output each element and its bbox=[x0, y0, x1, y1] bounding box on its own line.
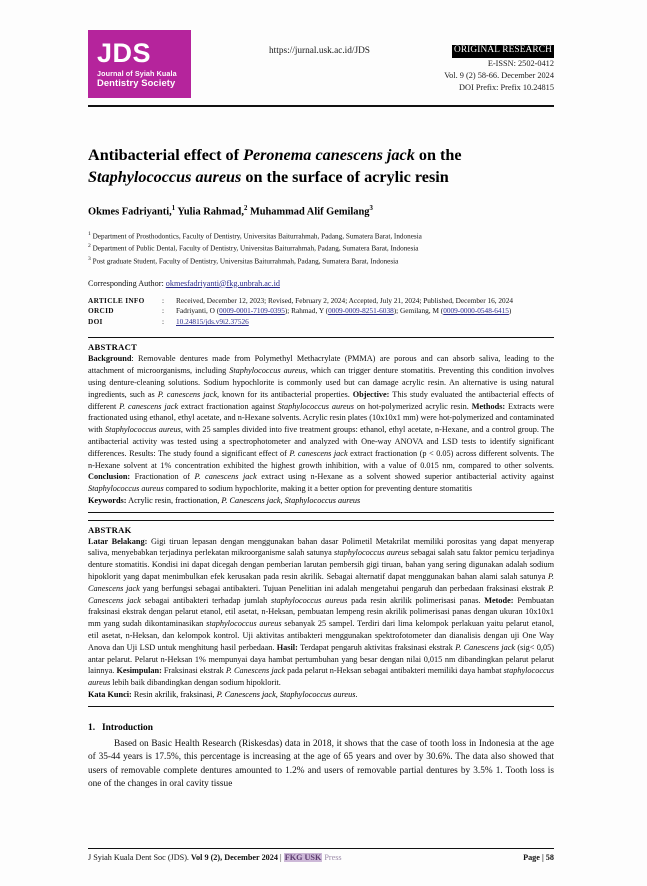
title-species-2: Staphylococcus aureus bbox=[88, 167, 242, 186]
title-part-2: on the bbox=[414, 146, 462, 164]
article-type-badge: ORIGINAL RESEARCH bbox=[452, 45, 554, 58]
affiliation-text: Department of Prosthodontics, Faculty of Dentistry, Universitas Baiturrahmah, Padang, Sumatera Barat, Indonesia bbox=[92, 232, 422, 241]
affiliation-text: Department of Public Dental, Faculty of Dentistry, Universitas Baiturrahmah, Padang, Sumatera Barat, Indonesia bbox=[92, 244, 419, 253]
footer-press-label: Press bbox=[324, 853, 342, 862]
abstrak-keywords bbox=[88, 689, 554, 701]
footer-volume: Vol 9 (2), December 2024 bbox=[188, 853, 278, 862]
affil-marker-2: 2 bbox=[88, 243, 91, 250]
masthead-divider bbox=[88, 105, 554, 107]
article-info-table bbox=[88, 296, 554, 329]
journal-logo bbox=[88, 30, 191, 98]
article-info-label: DOI bbox=[88, 317, 103, 327]
abstract-conclusion-label: Conclusion: bbox=[88, 472, 131, 482]
abstract-background-text: : Removable dentures made from Polymethyl Methacrylate (PMMA) are porous and can absorb saliva, leading to the attachment of microorganisms, including Staphylococcus aureus, which can trigger denture stomatitis. Preventing this condition involves using denture-cleaning solutions. Sodium hypochlorite is commonly used but can damage acrylic resin. An alternative is using natural ingredients, such as P. canescens jack, known for its antibacterial properties. bbox=[88, 354, 554, 399]
title-part-3: on the surface of acrylic resin bbox=[241, 167, 449, 186]
article-info-colon: : bbox=[162, 295, 165, 305]
footer-divider bbox=[88, 848, 554, 849]
author-affil-ref-3: 3 bbox=[369, 205, 373, 213]
affiliation-item bbox=[88, 230, 554, 243]
keywords-label: Keywords: bbox=[88, 495, 127, 505]
corresponding-author-email-link[interactable]: okmesfadriyanti@fkg.unbrah.ac.id bbox=[165, 278, 280, 288]
section-heading-introduction bbox=[88, 723, 554, 733]
abstract-results-label: Results: bbox=[129, 448, 156, 458]
footer-separator: | bbox=[277, 853, 284, 862]
abstract-methods-text: Extracts were fractionated using ethanol, ethyl acetate, and n-Hexane solvents. Acrylic resin plates (10x10x1 mm) were hot-polymerized and contaminated with Staphylococcus aureus, with 25 samples divided into five treatment groups: ethanol, ethyl acetate, n-Hexane, and a control group. The antibacterial activity was tested using a spectrophotometer and analyzed with One-way ANOVA and LSD tests to identify significant differences. bbox=[88, 401, 554, 458]
abstrak-kesimpulan-label: Kesimpulan: bbox=[116, 666, 162, 676]
publisher-badge: FKG USK bbox=[284, 853, 322, 862]
journal-url[interactable]: https://jurnal.usk.ac.id/JDS bbox=[269, 46, 370, 56]
affiliation-text: Post graduate Student, Faculty of Dentistry, Universitas Baiturrahmah, Padang, Sumatera Barat, Indonesia bbox=[92, 257, 399, 266]
title-species-1: Peronema canescens jack bbox=[243, 146, 415, 164]
abstrak-kesimpulan-text: Fraksinasi ekstrak P. Canescens jack pada pelarut n-Heksan sebagai antibakteri memiliki daya hambat staphylococcus aureus lebih baik dibandingkan dengan sodium hipoklorit. bbox=[88, 666, 554, 688]
author-affil-ref-2: 2 bbox=[243, 205, 248, 213]
doi-link[interactable]: 10.24815/jds.v9i2.37526 bbox=[176, 317, 249, 327]
journal-logo-acronym: JDS bbox=[97, 37, 152, 68]
abstrak-latar-text: Gigi tiruan lepasan dengan menggunakan bahan dasar Polimetil Metakrilat memiliki porositas yang dapat menyerap saliva, menyebabkan terjadinya perlekatan mikroorganisme salah satunya staphylococcus aureus sebagai salah satu faktor pemicu terjadinya denture stomatitis. Kondisi ini dapat dicegah dengan pemberian larutan pembersih gigi tiruan, bahan yang sering digunakan adalah sodium hipoklorit yang dapat menimbulkan efek kerusakan pada resin akrilik. Sebagai alternatif dapat menggunakan bahan alami salah satunya P. Canescens jack yang berfungsi sebagai antibakteri. Tujuan Penelitian ini adalah mengetahui pengaruh dan perbedaan fraksinasi ekstrak P. Canescens jack sebagai antibakteri terhadap jumlah staphylococcus aureus pada resin akrilik polimerisasi panas. bbox=[88, 536, 554, 605]
article-info-label: ARTICLE INFO bbox=[88, 295, 145, 305]
abstract-heading: ABSTRACT bbox=[88, 342, 138, 353]
affiliation-item bbox=[88, 255, 554, 268]
abstrak-hasil-text: Terdapat pengaruh aktivitas fraksinasi ekstrak P. Canescens jack (sig< 0,05) antar pelarut. Pelarut n-Heksan 1% mempunyai daya hambat pertumbuhan yang besar dengan nilai 0,015 nm dibandingkan pelarut pelarut lainnya. bbox=[88, 642, 555, 676]
abstract-conclusion-text: Fractionation of P. canescens jack extract using n-Hexane as a solvent showed superior antibacterial activity against Staphylococcus aureus compared to sodium hypochlorite, making it a better option for preventing denture stomatitis bbox=[88, 472, 554, 494]
eissn-line: E-ISSN: 2502-0412 bbox=[487, 58, 554, 68]
journal-logo-line1: Journal of Syiah Kuala bbox=[97, 68, 177, 78]
kata-kunci-text: Resin akrilik, fraksinasi, P. Canescens jack, Staphylococcus aureus. bbox=[131, 690, 358, 700]
article-info-label: ORCID bbox=[88, 306, 114, 316]
corresponding-author bbox=[88, 279, 554, 288]
abstrak-metode-label: Metode: bbox=[484, 595, 514, 605]
page-title bbox=[88, 145, 554, 188]
abstract-background-label: Background bbox=[88, 354, 132, 364]
abstrak-body bbox=[88, 536, 554, 689]
keywords-text: Acrylic resin, fractionation, P. Canescens jack, Staphylococcus aureus bbox=[126, 495, 361, 505]
footer-row bbox=[88, 853, 554, 862]
article-info-row bbox=[88, 317, 554, 328]
footer-journal-name: J Syiah Kuala Dent Soc (JDS). bbox=[88, 853, 189, 862]
abstract-objective-label: Objective: bbox=[352, 389, 390, 399]
article-info-colon: : bbox=[162, 317, 165, 327]
orcid-link-1[interactable]: 0009-0001-7109-0395 bbox=[219, 306, 285, 316]
volume-line: Vol. 9 (2) 58-66. December 2024 bbox=[444, 70, 554, 80]
abstract-keywords bbox=[88, 495, 554, 507]
article-info-row bbox=[88, 296, 554, 307]
article-info-colon: : bbox=[162, 306, 165, 316]
abstrak-hasil-label: Hasil: bbox=[276, 642, 298, 652]
section-number: 1. bbox=[88, 722, 96, 733]
section-title: Introduction bbox=[102, 722, 153, 733]
affiliation-item bbox=[88, 242, 554, 255]
author-affil-ref-1: 1 bbox=[171, 205, 176, 213]
article-info-row bbox=[88, 306, 554, 317]
page-number: Page | 58 bbox=[523, 853, 554, 862]
author-list: Okmes Fadriyanti,$^1$ Yulia Rahmad,$^2$ Muhammad Alif Gemilang$^3$ bbox=[88, 205, 373, 218]
abstract-objective-text: This study evaluated the antibacterial effects of different P. canescens jack extract fractionation against Staphylococcus aureus on hot-polymerized acrylic resin. bbox=[88, 389, 554, 411]
abstrak-heading: ABSTRAK bbox=[88, 524, 132, 535]
page-content bbox=[88, 30, 554, 792]
footer-citation bbox=[88, 853, 342, 862]
affil-marker-1: 1 bbox=[88, 230, 91, 237]
corresponding-author-label: Corresponding Author: bbox=[88, 278, 166, 288]
abstract-results-text: The study found a significant effect of P. canescens jack extract fractionation (p < 0.05) across different solvents. The n-Hexane solvent at 1% concentration exhibited the highest growth inhibition, with a value of 0.015 nm, compared to other solvents. bbox=[88, 448, 554, 470]
orcid-value: Fadriyanti, O (0009-0001-7109-0395); Rahmad, Y (0009-0009-8251-6038); Gemilang, M (0009-0000-0548-6415) bbox=[176, 306, 512, 316]
abstrak-latar-label: Latar Belakang: bbox=[88, 536, 148, 546]
kata-kunci-label: Kata Kunci: bbox=[88, 690, 132, 700]
abstract-methods-label: Methods: bbox=[471, 401, 506, 411]
journal-masthead bbox=[88, 30, 554, 102]
orcid-link-2[interactable]: 0009-0009-8251-6038 bbox=[328, 306, 394, 316]
abstract-section bbox=[88, 337, 554, 512]
introduction-paragraph: Based on Basic Health Research (Riskesdas) data in 2018, it shows that the case of tooth loss in Indonesia at the age of 35-44 years is 17.5%, this percentage is increasing at the age of 65 years and over by 30.6%. The data also showed that users of removable complete dentures amounted to 1.2% and users of removable partial dentures by 3.5% 1. Tooth loss is one of the changes in oral cavity tissue bbox=[88, 738, 554, 790]
abstract-body bbox=[88, 353, 554, 495]
article-info-value: Received, December 12, 2023; Revised, February 2, 2024; Accepted, July 21, 2024; Published, December 16, 2024 bbox=[176, 295, 513, 305]
page-footer bbox=[88, 848, 554, 862]
article-meta-block bbox=[396, 30, 554, 94]
affiliation-list bbox=[88, 230, 554, 268]
title-part-1: Antibacterial effect of bbox=[88, 146, 244, 164]
abstrak-metode-text: Pembuatan fraksinasi ekstrak dengan pelarut etanol, etil asetat, n-Heksan, pembuatan lempeng resin akrilik polimerisasi panas dengan ukuran 10x10x1 mm yang sudah dikontaminasikan staphylococcus aureus sebanyak 25 sampel. Terdiri dari lima kelompok perlakuan yaitu pelarut etanol, etil asetat, n-Heksan, dan kelompok kontrol. Uji aktivitas antibakteri menggunakan spektrofotometer dan dianalisis dengan uji One Way Anova dan Uji LSD untuk menghitung hasil perbedaan. bbox=[88, 595, 554, 652]
doi-prefix-line: DOI Prefix: Prefix 10.24815 bbox=[459, 82, 554, 92]
doi-value bbox=[176, 317, 554, 328]
orcid-link-3[interactable]: 0009-0000-0548-6415 bbox=[443, 306, 509, 316]
affil-marker-3: 3 bbox=[88, 255, 91, 262]
abstrak-section bbox=[88, 520, 554, 707]
journal-logo-line2: Dentistry Society bbox=[97, 77, 176, 89]
